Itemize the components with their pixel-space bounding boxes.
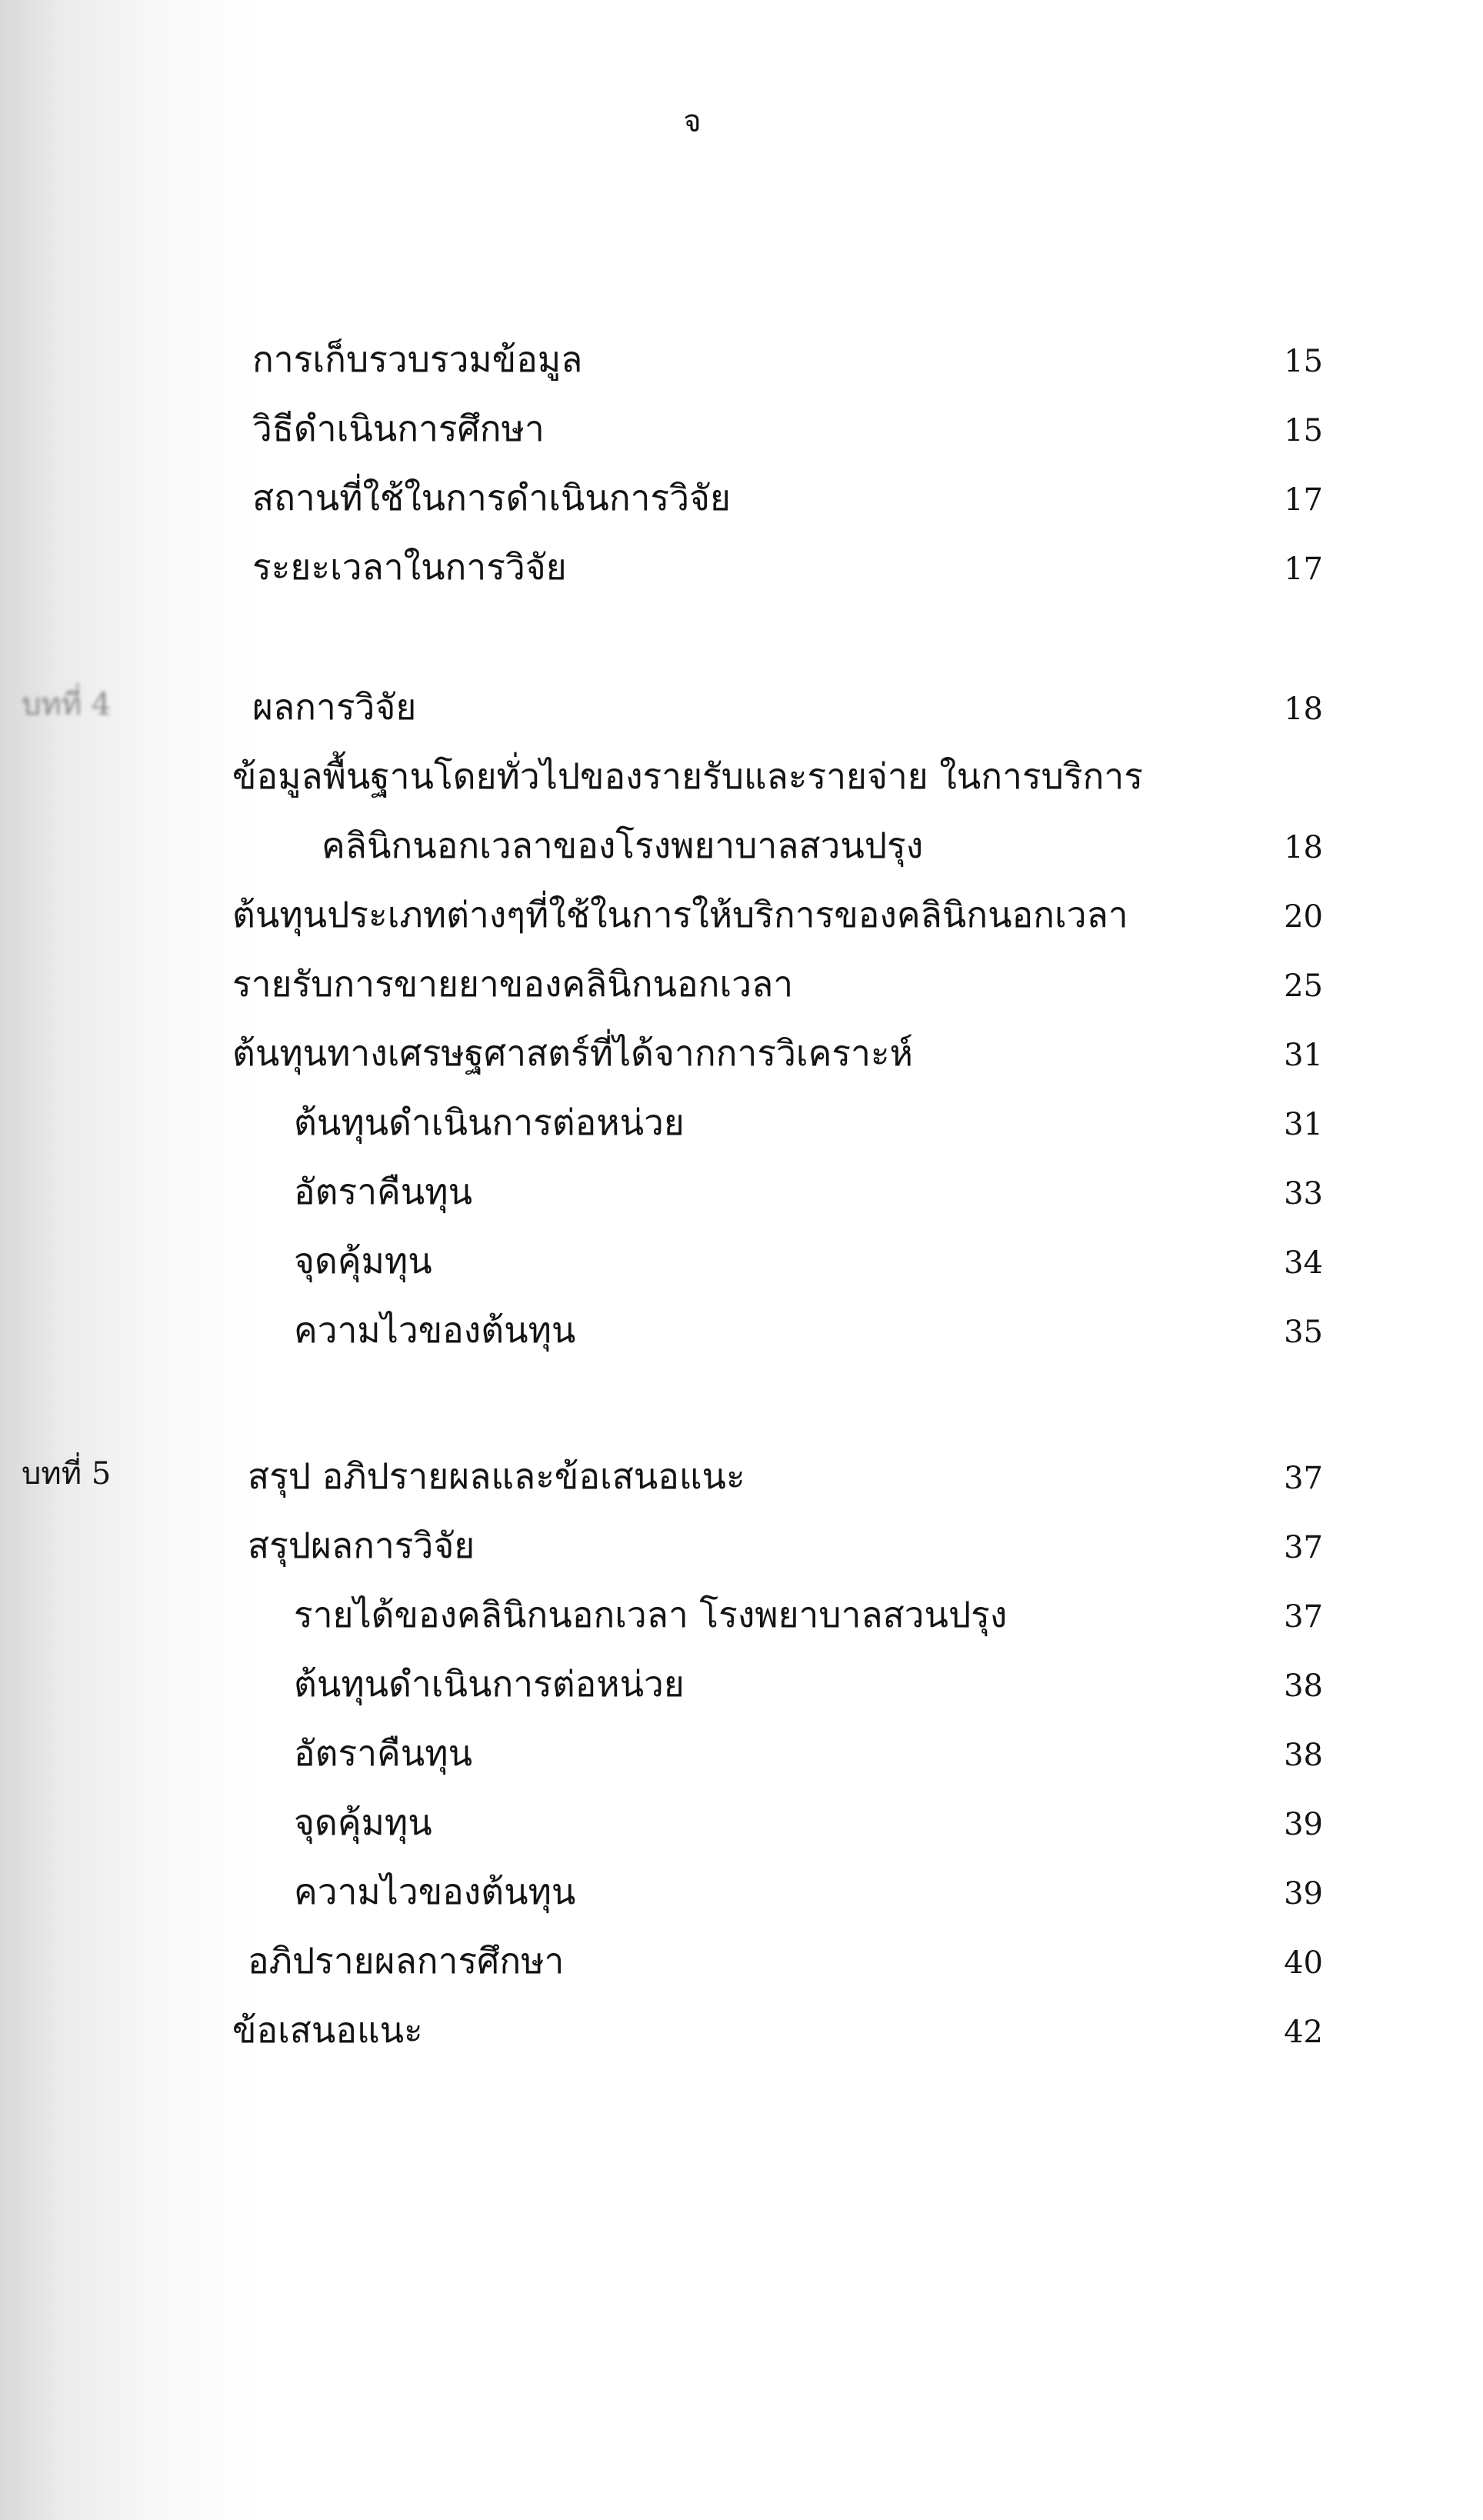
- toc-entry-title: คลินิกนอกเวลาของโรงพยาบาลสวนปรุง: [322, 825, 924, 866]
- toc-entry-title: ข้อมูลพื้นฐานโดยทั่วไปของรายรับและรายจ่าย ในการบริการ: [232, 755, 1143, 797]
- toc-row: [0, 686, 1483, 755]
- toc-entry-title: สรุปผลการวิจัย: [248, 1525, 475, 1566]
- toc-entry-title: ความไวของต้นทุน: [294, 1309, 576, 1351]
- toc-entry-title: อภิปรายผลการศึกษา: [248, 1940, 565, 1982]
- toc-row: [0, 1102, 1483, 1171]
- toc-entry-title: สถานที่ใช้ในการดำเนินการวิจัย: [252, 477, 731, 518]
- toc-entry-title: จุดคุ้มทุน: [294, 1802, 432, 1843]
- toc-entry-page: 37: [1284, 1530, 1323, 1565]
- toc-entry-title: จุดคุ้มทุน: [294, 1240, 432, 1282]
- toc-entry-title: รายได้ของคลินิกนอกเวลา โรงพยาบาลสวนปรุง: [294, 1594, 1008, 1635]
- toc-entry-page: 15: [1284, 344, 1323, 379]
- toc-row: [0, 1240, 1483, 1309]
- toc-entry-title: ต้นทุนดำเนินการต่อหน่วย: [294, 1663, 685, 1705]
- chapter-label: บทที่ 5: [22, 1456, 112, 1492]
- toc-entry-page: 35: [1284, 1315, 1323, 1350]
- toc-entry-title: สรุป อภิปรายผลและข้อเสนอแนะ: [248, 1455, 745, 1497]
- toc-entry-title: รายรับการขายยาของคลินิกนอกเวลา: [232, 963, 794, 1005]
- toc-row: [0, 894, 1483, 963]
- toc-row: [0, 1940, 1483, 2009]
- toc-entry-page: 31: [1284, 1038, 1323, 1073]
- toc-entry-page: 37: [1284, 1461, 1323, 1496]
- toc-entry-title: อัตราคืนทุน: [294, 1171, 473, 1212]
- toc-entry-title: ระยะเวลาในการวิจัย: [252, 546, 567, 588]
- toc-entry-title: ต้นทุนดำเนินการต่อหน่วย: [294, 1102, 685, 1143]
- toc-row: [0, 1663, 1483, 1732]
- toc-row: [0, 755, 1483, 825]
- toc-entry-page: 40: [1284, 1945, 1323, 1981]
- toc-entry-page: 20: [1284, 899, 1323, 935]
- toc-row: [0, 1871, 1483, 1940]
- toc-row: [0, 1802, 1483, 1871]
- toc-entry-page: 15: [1284, 413, 1323, 448]
- toc-row: [0, 477, 1483, 546]
- toc-entry-title: อัตราคืนทุน: [294, 1732, 473, 1774]
- toc-row: [0, 1171, 1483, 1240]
- toc-entry-page: 39: [1284, 1876, 1323, 1912]
- toc-row: [0, 963, 1483, 1032]
- toc-row: [0, 1455, 1483, 1525]
- toc-entry-page: 38: [1284, 1668, 1323, 1704]
- toc-entry-page: 18: [1284, 830, 1323, 865]
- toc-entry-title: ความไวของต้นทุน: [294, 1871, 576, 1912]
- toc-row: [0, 1032, 1483, 1102]
- toc-entry-page: 37: [1284, 1599, 1323, 1635]
- toc-row: [0, 408, 1483, 477]
- toc-row: [0, 1732, 1483, 1802]
- toc-entry-page: 38: [1284, 1738, 1323, 1773]
- toc-entry-title: ผลการวิจัย: [252, 686, 417, 728]
- toc-entry-title: การเก็บรวบรวมข้อมูล: [252, 338, 583, 380]
- toc-entry-page: 17: [1284, 482, 1323, 518]
- toc-entry-page: 39: [1284, 1807, 1323, 1842]
- toc-row: [0, 546, 1483, 615]
- chapter-label: บทที่ 4: [22, 687, 112, 722]
- toc-entry-page: 17: [1284, 552, 1323, 587]
- page-number: จ: [683, 104, 702, 139]
- toc-row: [0, 1594, 1483, 1663]
- toc-row: [0, 1309, 1483, 1378]
- toc-row: [0, 1525, 1483, 1594]
- toc-row: [0, 338, 1483, 408]
- toc-entry-page: 31: [1284, 1107, 1323, 1142]
- toc-row: [0, 2009, 1483, 2078]
- toc-entry-title: ต้นทุนประเภทต่างๆที่ใช้ในการให้บริการของคลินิกนอกเวลา: [232, 894, 1128, 935]
- toc-row: [0, 825, 1483, 894]
- toc-entry-page: 42: [1284, 2015, 1323, 2050]
- toc-entry-page: 25: [1284, 968, 1323, 1004]
- toc-entry-page: 33: [1284, 1176, 1323, 1212]
- toc-entry-title: ต้นทุนทางเศรษฐศาสตร์ที่ได้จากการวิเคราะห์: [232, 1032, 913, 1074]
- toc-entry-page: 18: [1284, 692, 1323, 727]
- toc-entry-title: วิธีดำเนินการศึกษา: [252, 408, 545, 449]
- toc-entry-title: ข้อเสนอแนะ: [232, 2009, 423, 2051]
- toc-entry-page: 34: [1284, 1245, 1323, 1281]
